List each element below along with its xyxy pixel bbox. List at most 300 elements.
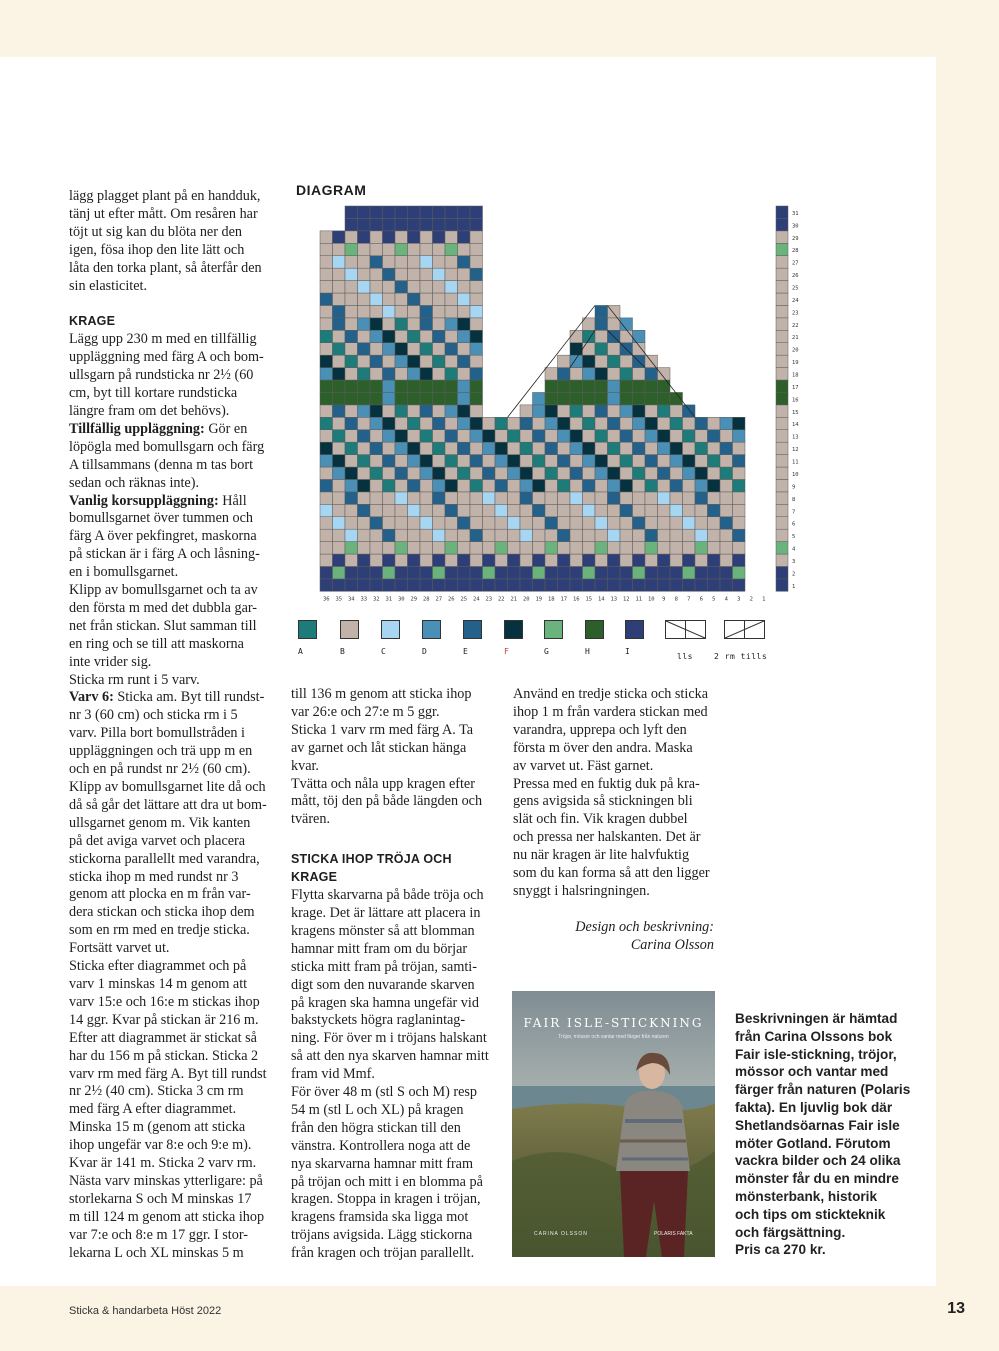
chart-cell <box>345 281 358 293</box>
row-number: 28 <box>792 248 799 255</box>
chart-cell <box>420 231 433 243</box>
chart-cell <box>533 405 546 417</box>
row-number: 13 <box>792 434 799 441</box>
chart-cell <box>508 529 521 541</box>
chart-cell <box>645 579 658 591</box>
chart-cell <box>320 455 333 467</box>
chart-cell <box>620 529 633 541</box>
chart-cell <box>533 517 546 529</box>
chart-cell <box>595 368 608 380</box>
chart-cell <box>345 542 358 554</box>
chart-cell <box>583 392 596 404</box>
chart-cell <box>558 405 571 417</box>
book-promo: Beskrivningen är hämtad från Carina Olssons bok Fair isle-stickning, tröjor, mössor och vantar med färger från naturen (Polaris fakta). En ljuvlig bok där Shetlandsöarnas Fair isle möter Gotland. Förutom vackra bilder och 24 olika mönster får du en mindre mönsterbank, historik och tips om stickteknik och färgsättning. Pris ca 270 kr. <box>735 1011 911 1258</box>
chart-cell <box>408 566 421 578</box>
column-number: 10 <box>647 596 655 603</box>
swatch-i <box>625 620 644 639</box>
chart-cell <box>358 467 371 479</box>
chart-cell <box>683 479 696 491</box>
chart-cell <box>395 517 408 529</box>
chart-cell <box>395 566 408 578</box>
chart-cell <box>595 343 608 355</box>
chart-cell <box>358 405 371 417</box>
chart-cell <box>345 380 358 392</box>
footer-publication: Sticka & handarbeta Höst 2022 <box>69 1305 222 1317</box>
swatch-d <box>422 620 441 639</box>
chart-cell <box>695 517 708 529</box>
chart-cell <box>333 380 346 392</box>
chart-cell <box>320 231 333 243</box>
chart-cell <box>358 343 371 355</box>
chart-cell <box>570 455 583 467</box>
column-number: 5 <box>712 596 716 603</box>
chart-cell <box>658 529 671 541</box>
column-number: 36 <box>322 596 330 603</box>
chart-cell <box>408 355 421 367</box>
chart-cell <box>733 554 746 566</box>
chart-cell <box>333 318 346 330</box>
chart-cell <box>570 566 583 578</box>
chart-cell <box>595 355 608 367</box>
chart-cell <box>733 492 746 504</box>
chart-cell <box>433 442 446 454</box>
chart-cell <box>695 504 708 516</box>
chart-cell <box>533 455 546 467</box>
chart-cell <box>333 392 346 404</box>
chart-cell <box>670 430 683 442</box>
chart-cell <box>383 479 396 491</box>
chart-cell <box>608 517 621 529</box>
row-strip-cell <box>776 218 788 230</box>
chart-cell <box>433 268 446 280</box>
chart-cell <box>445 355 458 367</box>
chart-cell <box>645 405 658 417</box>
row-number: 31 <box>792 210 799 217</box>
knitting-chart <box>290 200 799 605</box>
chart-cell <box>533 430 546 442</box>
chart-cell <box>633 554 646 566</box>
chart-cell <box>595 430 608 442</box>
chart-cell <box>645 504 658 516</box>
chart-cell <box>595 467 608 479</box>
chart-cell <box>708 566 721 578</box>
chart-cell <box>433 579 446 591</box>
chart-cell <box>333 442 346 454</box>
chart-cell <box>420 206 433 218</box>
chart-cell <box>333 517 346 529</box>
chart-cell <box>720 542 733 554</box>
chart-cell <box>520 566 533 578</box>
chart-cell <box>408 243 421 255</box>
chart-cell <box>320 417 333 429</box>
chart-cell <box>520 542 533 554</box>
page-number: 13 <box>947 1300 965 1317</box>
chart-cell <box>445 529 458 541</box>
chart-cell <box>370 504 383 516</box>
chart-cell <box>483 442 496 454</box>
chart-cell <box>620 355 633 367</box>
chart-cell <box>358 380 371 392</box>
chart-cell <box>733 529 746 541</box>
book-author: CARINA OLSSON <box>534 1231 588 1237</box>
chart-cell <box>483 566 496 578</box>
chart-cell <box>608 430 621 442</box>
chart-cell <box>583 467 596 479</box>
row-strip-cell <box>776 293 788 305</box>
chart-cell <box>595 305 608 317</box>
chart-cell <box>370 281 383 293</box>
chart-cell <box>383 467 396 479</box>
chart-cell <box>358 392 371 404</box>
chart-cell <box>633 517 646 529</box>
chart-cell <box>670 579 683 591</box>
chart-cell <box>383 492 396 504</box>
row-number: 30 <box>792 223 799 230</box>
row-strip-cell <box>776 206 788 218</box>
swatch-c <box>381 620 400 639</box>
chart-cell <box>645 392 658 404</box>
row-number: 15 <box>792 409 799 416</box>
chart-cell <box>395 417 408 429</box>
row-number: 12 <box>792 447 799 454</box>
chart-cell <box>658 455 671 467</box>
chart-cell <box>395 504 408 516</box>
chart-cell <box>595 455 608 467</box>
chart-cell <box>433 479 446 491</box>
chart-cell <box>420 566 433 578</box>
legend-item-lls: lls <box>665 620 725 661</box>
chart-cell <box>683 442 696 454</box>
chart-cell <box>420 368 433 380</box>
chart-cell <box>695 430 708 442</box>
chart-cell <box>358 206 371 218</box>
chart-cell <box>333 504 346 516</box>
chart-cell <box>383 554 396 566</box>
chart-cell <box>583 554 596 566</box>
chart-cell <box>370 268 383 280</box>
chart-cell <box>495 517 508 529</box>
chart-cell <box>520 504 533 516</box>
chart-cell <box>383 579 396 591</box>
chart-cell <box>345 343 358 355</box>
chart-cell <box>433 529 446 541</box>
chart-cell <box>595 566 608 578</box>
chart-cell <box>320 330 333 342</box>
chart-cell <box>370 218 383 230</box>
design-credit: Design och beskrivning: Carina Olsson <box>575 918 714 953</box>
row-strip-cell <box>776 305 788 317</box>
chart-cell <box>458 330 471 342</box>
chart-cell <box>708 542 721 554</box>
chart-cell <box>420 542 433 554</box>
row-strip-cell <box>776 517 788 529</box>
chart-cell <box>645 467 658 479</box>
chart-cell <box>695 467 708 479</box>
chart-cell <box>433 504 446 516</box>
chart-cell <box>658 479 671 491</box>
chart-cell <box>708 529 721 541</box>
chart-cell <box>445 330 458 342</box>
chart-cell <box>533 566 546 578</box>
chart-cell <box>645 517 658 529</box>
chart-cell <box>620 467 633 479</box>
row-number: 2 <box>792 571 796 578</box>
legend-item-c: C <box>381 620 429 656</box>
chart-cell <box>595 330 608 342</box>
row-number: 23 <box>792 310 799 317</box>
chart-cell <box>445 206 458 218</box>
chart-cell <box>558 492 571 504</box>
chart-cell <box>583 542 596 554</box>
chart-cell <box>570 529 583 541</box>
chart-cell <box>445 566 458 578</box>
chart-cell <box>470 293 483 305</box>
chart-cell <box>658 504 671 516</box>
column-number: 26 <box>447 596 455 603</box>
chart-cell <box>695 442 708 454</box>
chart-cell <box>433 380 446 392</box>
row-number: 10 <box>792 471 799 478</box>
chart-cell <box>345 479 358 491</box>
chart-cell <box>508 517 521 529</box>
chart-cell <box>433 256 446 268</box>
chart-cell <box>445 442 458 454</box>
row-strip-cell <box>776 343 788 355</box>
chart-cell <box>345 417 358 429</box>
section-heading-sticka-ihop: STICKA IHOP TRÖJA OCH KRAGE <box>291 852 452 885</box>
chart-cell <box>358 492 371 504</box>
chart-cell <box>358 566 371 578</box>
varv6-paragraph: Varv 6: Sticka am. Byt till rundst- nr 3 (60 cm) och sticka rm i 5 varv. Pilla bort bomullstråden i uppläggningen och trä upp m en och en på rundst nr 2½ (60 cm). Klipp av bomullsgarnet lite då och då så går det lättare att dra ut bom- ullsgarnet genom m. Vik kanten på det aviga varvet och placera stickorna parallellt med varandra, sticka ihop m med rundst nr 3 genom att plocka en m från var- dera stickan och sticka ihop dem som en rm med en tredje sticka. Fortsätt varvet ut. <box>69 689 267 957</box>
chart-cell <box>545 554 558 566</box>
chart-cell <box>608 355 621 367</box>
chart-cell <box>395 392 408 404</box>
chart-cell <box>333 566 346 578</box>
chart-cell <box>670 542 683 554</box>
chart-cell <box>333 343 346 355</box>
chart-cell <box>420 281 433 293</box>
chart-cell <box>483 579 496 591</box>
chart-cell <box>608 455 621 467</box>
chart-cell <box>558 542 571 554</box>
chart-cell <box>370 368 383 380</box>
column-number: 15 <box>585 596 593 603</box>
chart-cell <box>695 566 708 578</box>
chart-cell <box>345 355 358 367</box>
chart-cell <box>495 529 508 541</box>
chart-cell <box>558 554 571 566</box>
chart-cell <box>395 467 408 479</box>
chart-cell <box>470 517 483 529</box>
chart-cell <box>483 492 496 504</box>
chart-cell <box>645 417 658 429</box>
chart-cell <box>395 455 408 467</box>
chart-cell <box>320 442 333 454</box>
row-strip-cell <box>776 566 788 578</box>
book-cover <box>512 991 715 1257</box>
chart-cell <box>545 455 558 467</box>
chart-cell <box>520 467 533 479</box>
chart-cell <box>408 579 421 591</box>
chart-cell <box>733 417 746 429</box>
chart-cell <box>395 305 408 317</box>
row-strip-cell <box>776 467 788 479</box>
tillfallig-paragraph: Tillfällig uppläggning: Gör en löpögla med bomullsgarn och färg A tillsammans (denna m tas bort sedan och räknas inte). <box>69 420 265 491</box>
chart-cell <box>708 554 721 566</box>
efter-paragraph: Sticka efter diagrammet och på varv 1 minskas 14 m genom att varv 15:e och 16:e m stickas ihop 14 ggr. Kvar på stickan är 216 m. Efter att diagrammet är stickat så har du 156 m på stickan. Sticka 2 varv rm med färg A. Byt till rundst nr 2½ (40 cm). Sticka 3 cm rm med färg A efter diagrammet. Minska 15 m (genom att sticka ihop ungefär var 8:e och 9:e m). Kvar är 141 m. Sticka 2 varv rm. Nästa varv minskas ytterligare: på storlekarna S och M minskas 17 m till 124 m genom att sticka ihop var 7:e och 8:e m 17 ggr. I stor- lekarna L och XL minskas 5 m <box>69 958 267 1261</box>
row-number: 6 <box>792 521 796 528</box>
chart-cell <box>408 305 421 317</box>
chart-cell <box>533 467 546 479</box>
chart-cell <box>720 467 733 479</box>
chart-cell <box>333 293 346 305</box>
chart-cell <box>558 517 571 529</box>
row-number: 27 <box>792 260 799 267</box>
row-strip-cell <box>776 330 788 342</box>
chart-cell <box>433 343 446 355</box>
chart-cell <box>695 417 708 429</box>
chart-cell <box>595 492 608 504</box>
chart-cell <box>408 492 421 504</box>
chart-cell <box>583 380 596 392</box>
chart-cell <box>620 417 633 429</box>
chart-cell <box>508 417 521 429</box>
chart-cell <box>433 281 446 293</box>
chart-cell <box>358 268 371 280</box>
chart-cell <box>383 417 396 429</box>
column-number: 13 <box>610 596 618 603</box>
chart-cell <box>320 517 333 529</box>
chart-cell <box>445 479 458 491</box>
chart-cell <box>345 231 358 243</box>
chart-cell <box>320 305 333 317</box>
row-number: 4 <box>792 546 796 553</box>
text-column-3 <box>513 686 714 955</box>
chart-cell <box>620 380 633 392</box>
chart-cell <box>583 517 596 529</box>
chart-cell <box>445 554 458 566</box>
chart-cell <box>345 243 358 255</box>
chart-cell <box>558 430 571 442</box>
chart-cell <box>608 554 621 566</box>
chart-cell <box>733 455 746 467</box>
chart-cell <box>670 417 683 429</box>
diagram-title: DIAGRAM <box>296 182 367 198</box>
chart-cell <box>670 554 683 566</box>
chart-cell <box>583 529 596 541</box>
chart-cell <box>383 542 396 554</box>
chart-cell <box>658 492 671 504</box>
chart-cell <box>370 293 383 305</box>
chart-cell <box>558 368 571 380</box>
chart-cell <box>470 492 483 504</box>
chart-cell <box>333 305 346 317</box>
chart-cell <box>408 417 421 429</box>
chart-cell <box>570 392 583 404</box>
chart-cell <box>470 305 483 317</box>
chart-cell <box>370 243 383 255</box>
chart-cell <box>345 492 358 504</box>
chart-cell <box>483 417 496 429</box>
chart-cell <box>345 430 358 442</box>
chart-cell <box>320 318 333 330</box>
chart-cell <box>445 343 458 355</box>
chart-cell <box>470 318 483 330</box>
chart-cell <box>358 542 371 554</box>
chart-cell <box>395 430 408 442</box>
chart-cell <box>733 542 746 554</box>
chart-cell <box>658 579 671 591</box>
chart-cell <box>458 231 471 243</box>
chart-cell <box>558 355 571 367</box>
chart-cell <box>483 542 496 554</box>
column-number: 27 <box>435 596 443 603</box>
chart-cell <box>633 380 646 392</box>
swatch-a <box>298 620 317 639</box>
legend-item-i: I <box>625 620 673 656</box>
chart-cell <box>458 492 471 504</box>
chart-cell <box>520 417 533 429</box>
chart-cell <box>520 442 533 454</box>
chart-cell <box>320 529 333 541</box>
chart-cell <box>620 479 633 491</box>
chart-cell <box>333 430 346 442</box>
chart-cell <box>620 566 633 578</box>
chart-cell <box>595 479 608 491</box>
chart-cell <box>383 566 396 578</box>
chart-cell <box>458 455 471 467</box>
chart-cell <box>470 281 483 293</box>
chart-cell <box>408 268 421 280</box>
chart-cell <box>458 368 471 380</box>
chart-cell <box>433 430 446 442</box>
chart-cell <box>695 455 708 467</box>
chart-cell <box>520 517 533 529</box>
chart-cell <box>583 355 596 367</box>
chart-cell <box>595 554 608 566</box>
chart-cell <box>570 554 583 566</box>
chart-cell <box>645 529 658 541</box>
chart-cell <box>670 405 683 417</box>
chart-cell <box>558 467 571 479</box>
chart-cell <box>608 368 621 380</box>
chart-cell <box>720 554 733 566</box>
chart-cell <box>545 467 558 479</box>
chart-cell <box>408 293 421 305</box>
chart-cell <box>608 343 621 355</box>
chart-cell <box>733 517 746 529</box>
chart-cell <box>320 542 333 554</box>
chart-cell <box>670 467 683 479</box>
chart-cell <box>408 343 421 355</box>
chart-cell <box>358 430 371 442</box>
chart-cell <box>408 517 421 529</box>
chart-cell <box>345 455 358 467</box>
chart-cell <box>383 455 396 467</box>
row-number: 14 <box>792 422 799 429</box>
chart-cell <box>345 566 358 578</box>
chart-cell <box>683 504 696 516</box>
chart-cell <box>720 479 733 491</box>
chart-cell <box>545 417 558 429</box>
chart-cell <box>533 442 546 454</box>
chart-cell <box>333 256 346 268</box>
chart-cell <box>458 380 471 392</box>
chart-cell <box>370 405 383 417</box>
chart-cell <box>583 343 596 355</box>
row-strip-cell <box>776 492 788 504</box>
chart-cell <box>345 442 358 454</box>
